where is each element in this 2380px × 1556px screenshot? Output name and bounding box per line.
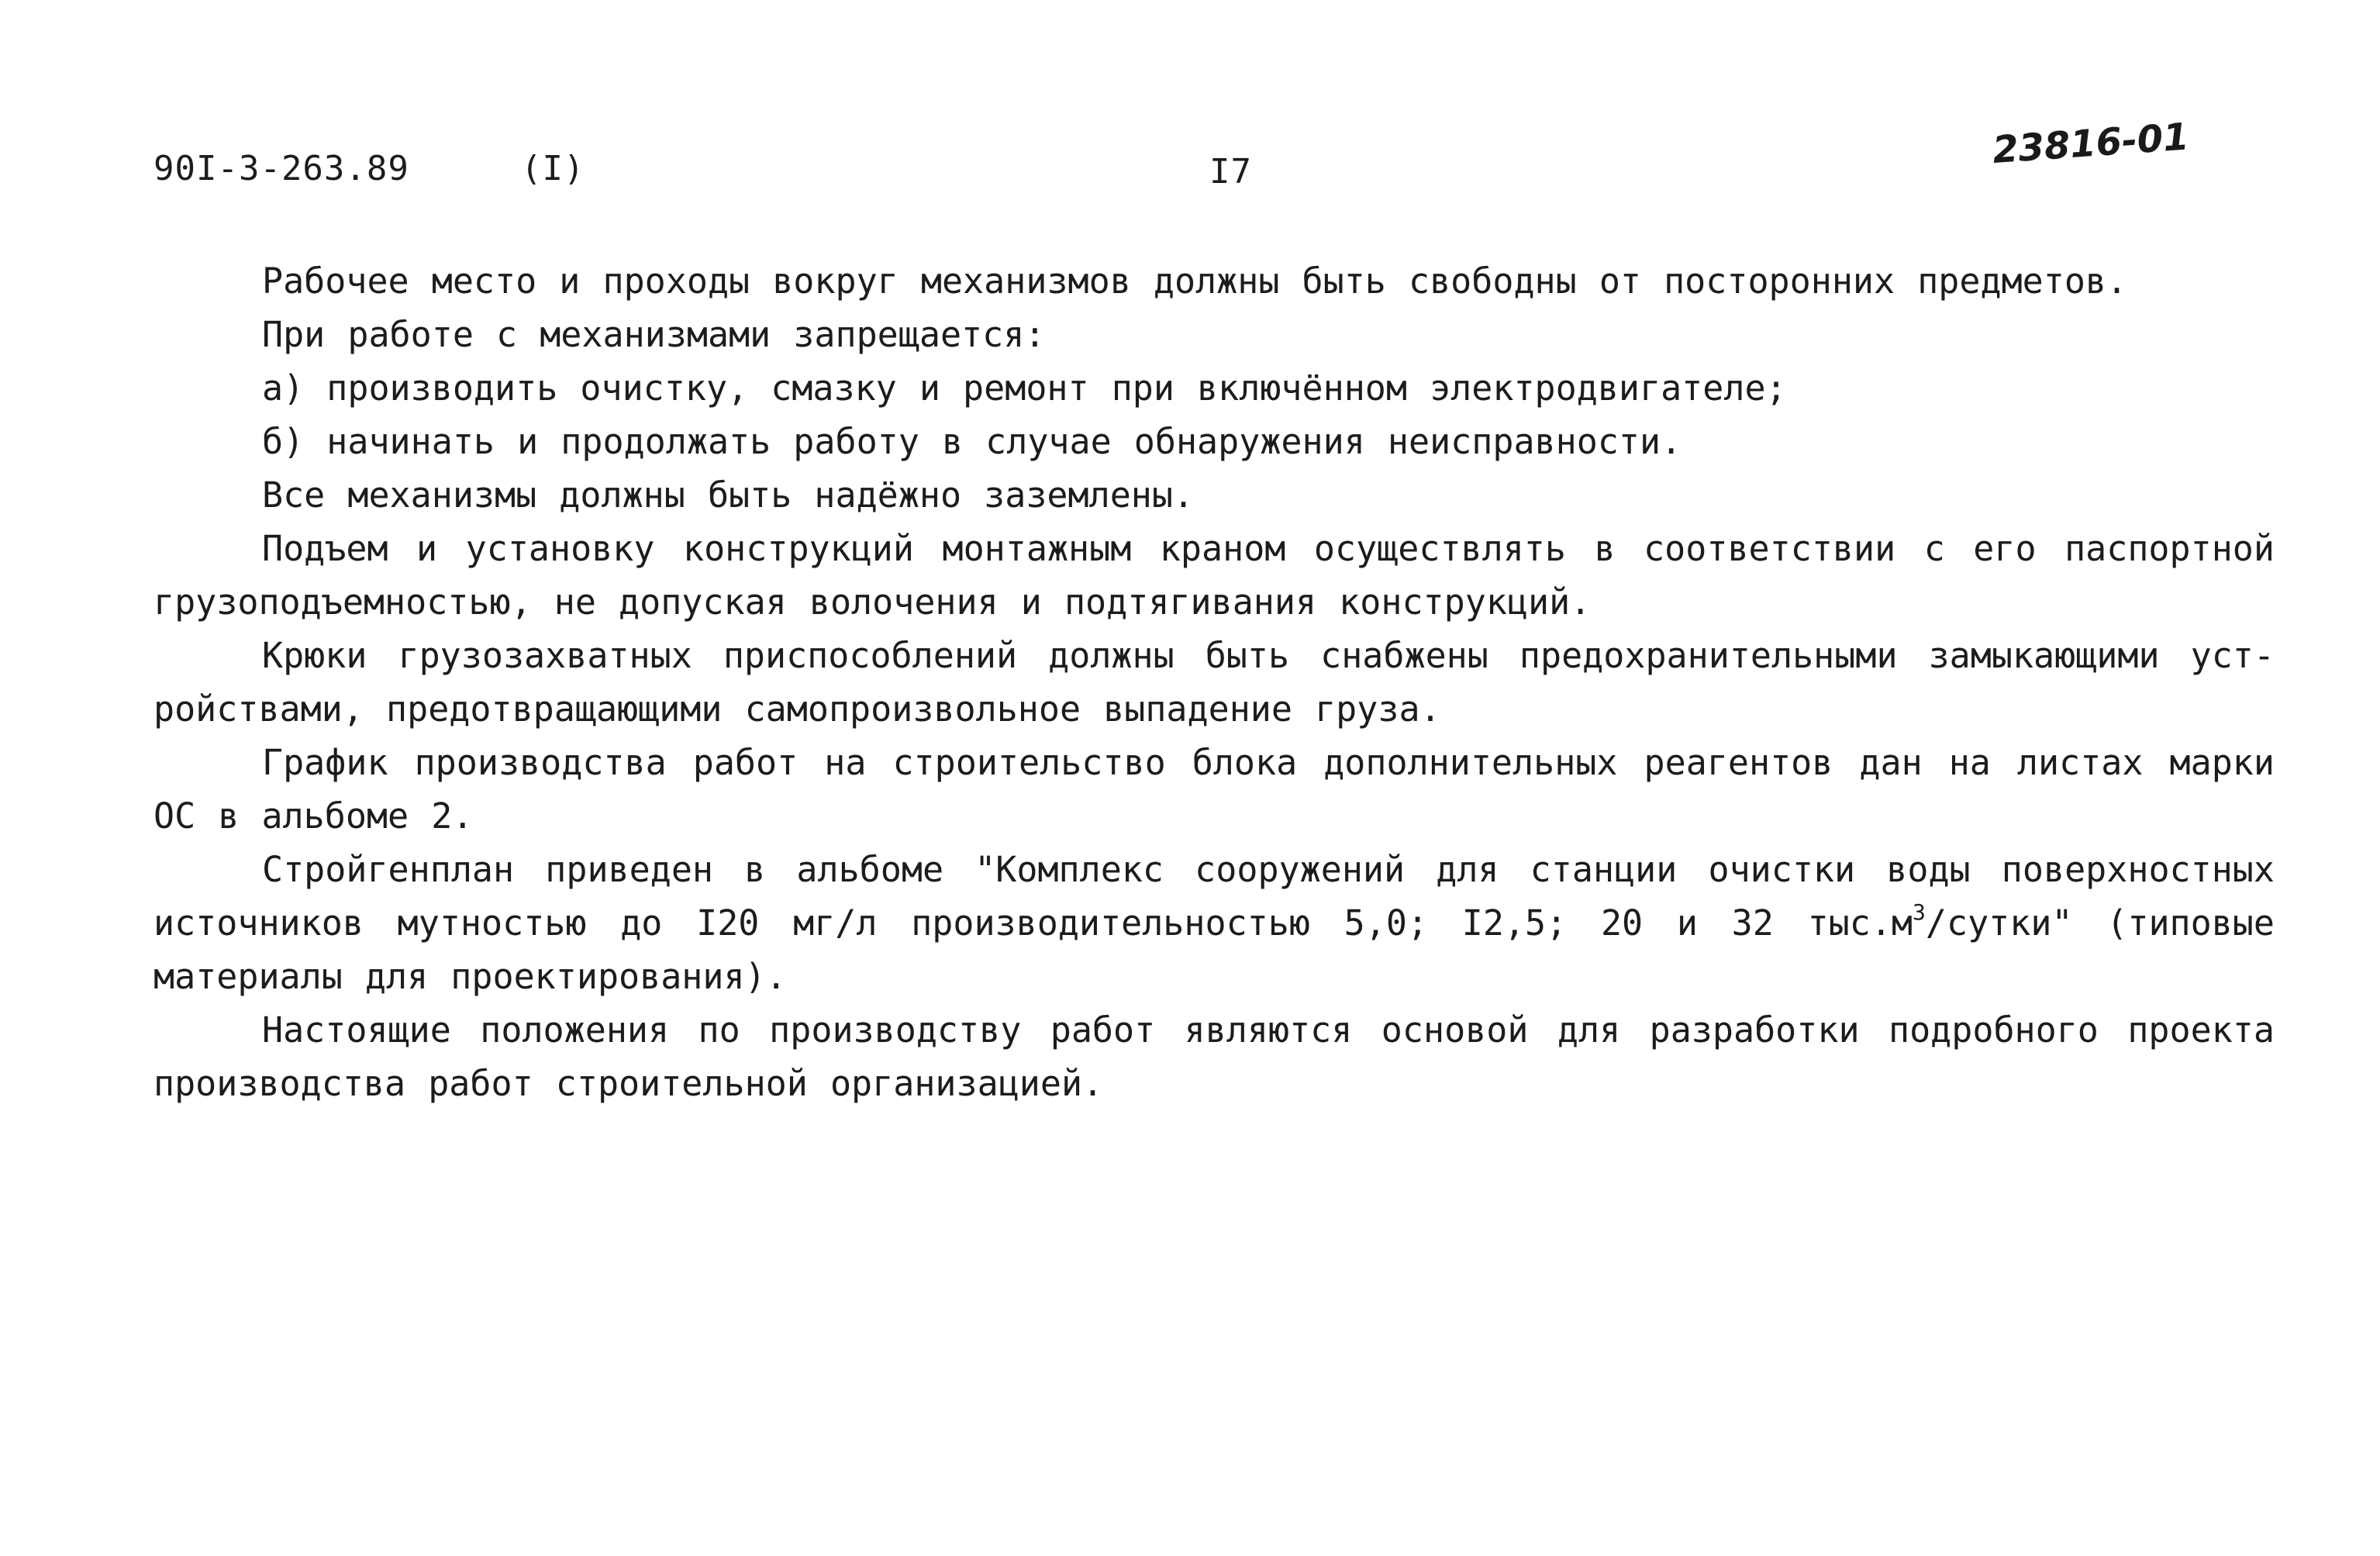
handwritten-inventory-number: 23816-01: [1991, 115, 2191, 172]
paragraph-crane-lifting: Подъем и установку конструкций монтажным краном осуществлять в соответствии с его паспортной грузоподъемностью, не допуская волочения и подтягивания конструкций.: [153, 528, 2275, 623]
paragraph-hooks: Крюки грузозахватных приспособлений должны быть снабжены предохранительными замыкающими уст-ройствами, предотвращающими самопроизвольное выпадение груза.: [153, 635, 2275, 730]
page-number: I7: [1209, 152, 1252, 191]
paragraph-workplace: Рабочее место и проходы вокруг механизмов должны быть свободны от посторонних предметов.: [262, 260, 2128, 302]
document-code: 90I-3-263.89: [153, 149, 409, 188]
paragraph-site-plan: [153, 843, 2275, 1003]
paragraph-prohibition-a: а) производить очистку, смазку и ремонт при включённом электродвигателе;: [262, 367, 1787, 409]
paragraph-prohibition-b: б) начинать и продолжать работу в случае обнаружения неисправности.: [262, 421, 1682, 462]
site-plan-text-before: Стройгенплан приведен в альбоме "Комплекс сооружений для станции очистки воды поверхностных источников мутностью до I20 мг/л производительностью 5,0; I2,5; 20 и 32 тыс.м: [153, 849, 2275, 944]
paragraph-grounding: Все механизмы должны быть надёжно заземлены.: [262, 474, 1195, 516]
paragraph-prohibitions-intro: При работе с механизмами запрещается:: [262, 314, 1046, 355]
paragraph-schedule: График производства работ на строительство блока дополнительных реагентов дан на листах марки ОС в альбоме 2.: [153, 742, 2275, 837]
document-part: (I): [521, 149, 585, 188]
site-plan-text-after: /сутки" (типовые материалы для проектирования).: [153, 902, 2275, 997]
body-text: [153, 254, 2275, 1110]
paragraph-basis: Настоящие положения по производству работ являются основой для разработки подробного проекта производства работ строительной организацией.: [153, 1009, 2275, 1104]
superscript-cube: 3: [1913, 899, 1926, 925]
